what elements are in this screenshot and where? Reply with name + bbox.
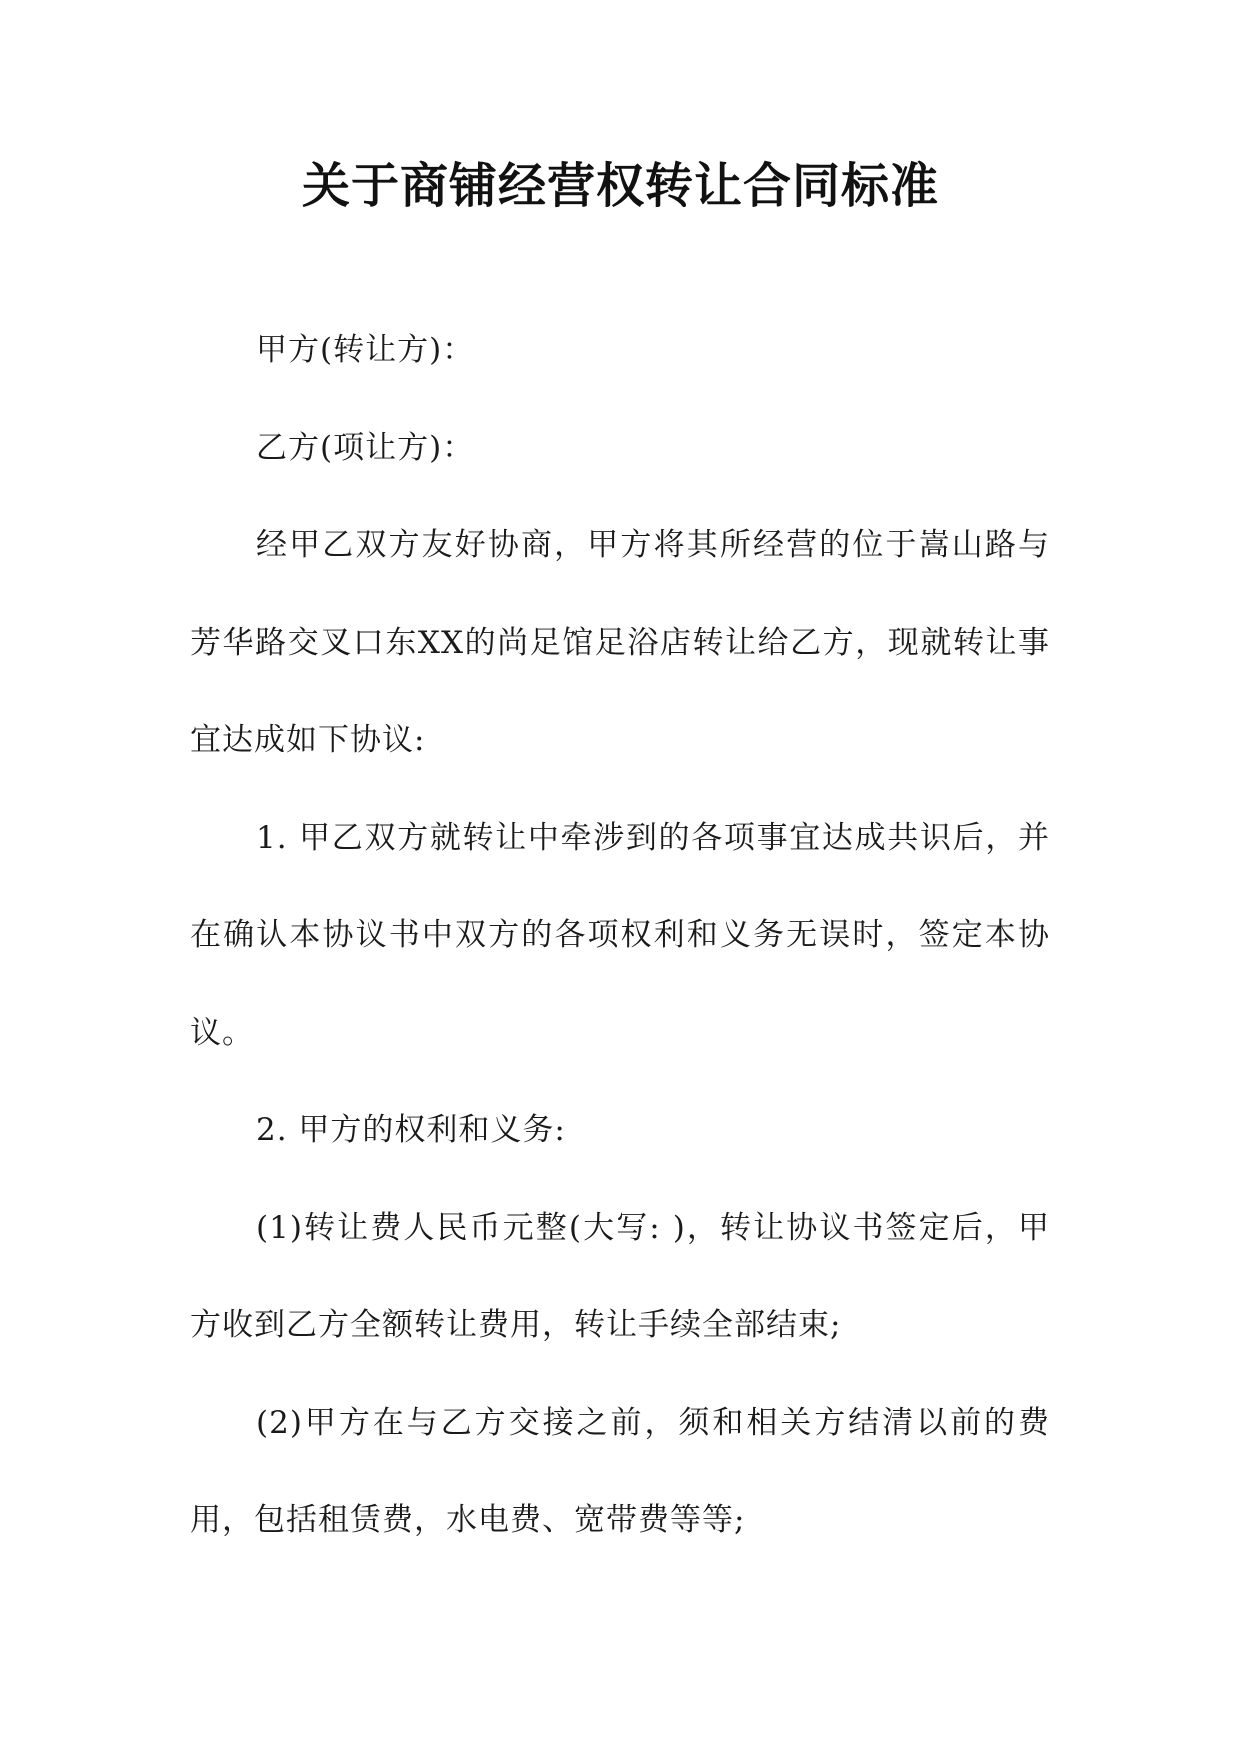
clause-2-item-1: (1)转让费人民币元整(大写: )，转让协议书签定后，甲方收到乙方全额转让费用，转让手续全部结束; <box>190 1209 1050 1343</box>
party-a-line: 甲方(转让方)： <box>256 332 475 368</box>
document-title: 关于商铺经营权转让合同标准 <box>301 158 939 214</box>
clause-2-heading: 2. 甲方的权利和义务: <box>256 1112 566 1148</box>
document-body <box>190 302 1050 1570</box>
clause-1-paragraph: 1. 甲乙双方就转让中牵涉到的各项事宜达成共识后，并在确认本协议书中双方的各项权利和义务无误时，签定本协议。 <box>190 819 1050 1051</box>
clause-2-item-2: (2)甲方在与乙方交接之前，须和相关方结清以前的费用，包括租赁费，水电费、宽带费等等; <box>190 1404 1050 1538</box>
intro-paragraph: 经甲乙双方友好协商，甲方将其所经营的位于嵩山路与芳华路交叉口东XX的尚足馆足浴店转让给乙方，现就转让事宜达成如下协议: <box>190 527 1050 758</box>
party-b-line: 乙方(项让方)： <box>256 429 475 466</box>
